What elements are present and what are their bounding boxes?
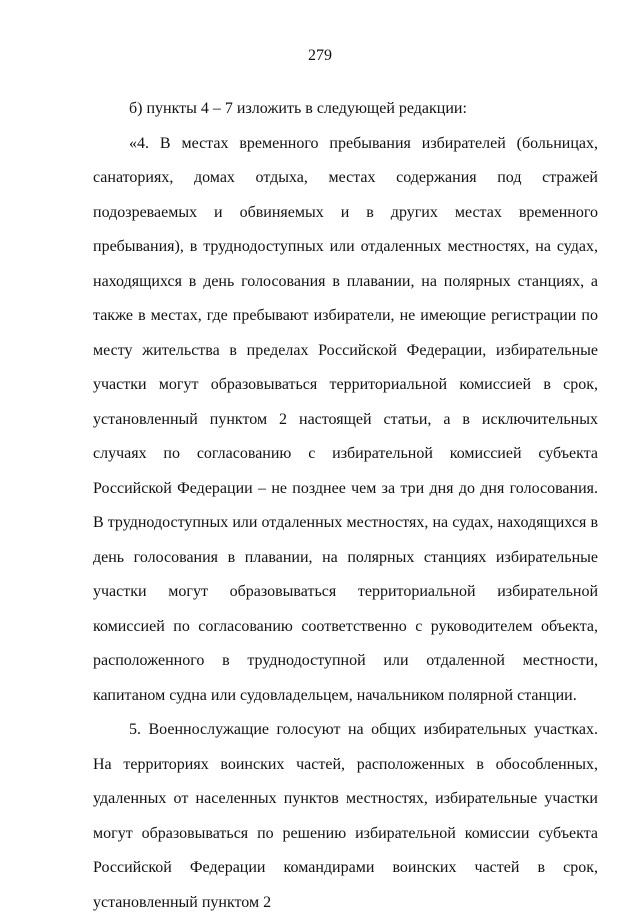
- page-number: 279: [308, 47, 332, 64]
- paragraph-intro: б) пункты 4 – 7 изложить в следующей редакции:: [129, 100, 467, 117]
- paragraph-point-5: 5. Военнослужащие голосуют на общих избирательных участках. На территориях воинских частей, расположенных в обособленных, удаленных от населенных пунктов местностях, избирательные участки могут образовываться по решению избирательной комиссии субъекта Российской Федерации командирами воинских частей в срок, установленный пунктом 2: [93, 721, 598, 911]
- document-body: [93, 92, 598, 920]
- paragraph-point-4: «4. В местах временного пребывания избирателей (больницах, санаториях, домах отдыха, местах содержания под стражей подозреваемых и обвиняемых и в других местах временного пребывания), в труднодоступных или отдаленных местностях, на судах, находящихся в день голосования в плавании, на полярных станциях, а также в местах, где пребывают избиратели, не имеющие регистрации по месту жительства в пределах Российской Федерации, избирательные участки могут образовываться территориальной комиссией в срок, установленный пунктом 2 настоящей статьи, а в исключительных случаях по согласованию с избирательной комиссией субъекта Российской Федерации – не позднее чем за три дня до дня голосования. В труднодоступных или отдаленных местностях, на судах, находящихся в день голосования в плавании, на полярных станциях избирательные участки могут образовываться территориальной избирательной комиссией по согласованию соответственно с руководителем объекта, расположенного в труднодоступной или отдаленной местности, капитаном судна или судовладельцем, начальником полярной станции.: [93, 134, 598, 704]
